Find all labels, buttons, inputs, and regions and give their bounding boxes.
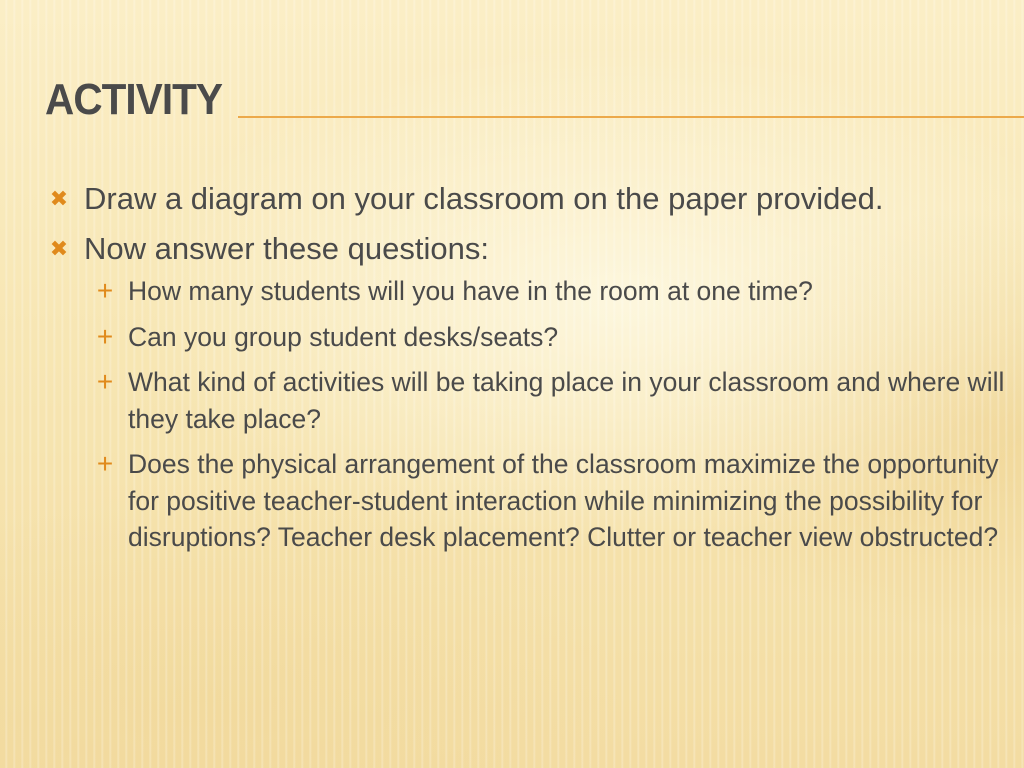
sub-bullet-text: What kind of activities will be taking place in your classroom and where will they take place? <box>128 367 1005 434</box>
plus-bullet-icon: + <box>96 275 114 306</box>
bullet-item <box>48 178 1008 219</box>
bullet-text: Now answer these questions: <box>84 231 489 266</box>
bullet-item <box>48 228 1008 269</box>
title-rule <box>238 116 1024 118</box>
sub-bullet-text: Does the physical arrangement of the classroom maximize the opportunity for positive teacher-student interaction while minimizing the possibility for disruptions? Teacher desk placement? Clutter or teacher view obstructed? <box>128 449 999 552</box>
x-bullet-icon: ✖ <box>49 186 69 211</box>
x-bullet-icon: ✖ <box>49 236 69 261</box>
sub-bullet-item <box>48 364 1008 437</box>
sub-bullet-item <box>48 446 1008 556</box>
plus-bullet-icon: + <box>96 366 114 397</box>
plus-bullet-icon: + <box>96 320 114 352</box>
bullet-text: Draw a diagram on your classroom on the paper provided. <box>84 181 884 216</box>
plus-bullet-icon: + <box>96 448 114 479</box>
sub-bullet-text: How many students will you have in the room at one time? <box>128 276 813 306</box>
bullet-list <box>48 178 1008 565</box>
sub-bullet-item <box>48 273 1008 310</box>
sub-bullet-text: Can you group student desks/seats? <box>128 321 559 352</box>
slide-title: ACTIVITY <box>45 75 223 124</box>
sub-bullet-item <box>48 319 1008 356</box>
